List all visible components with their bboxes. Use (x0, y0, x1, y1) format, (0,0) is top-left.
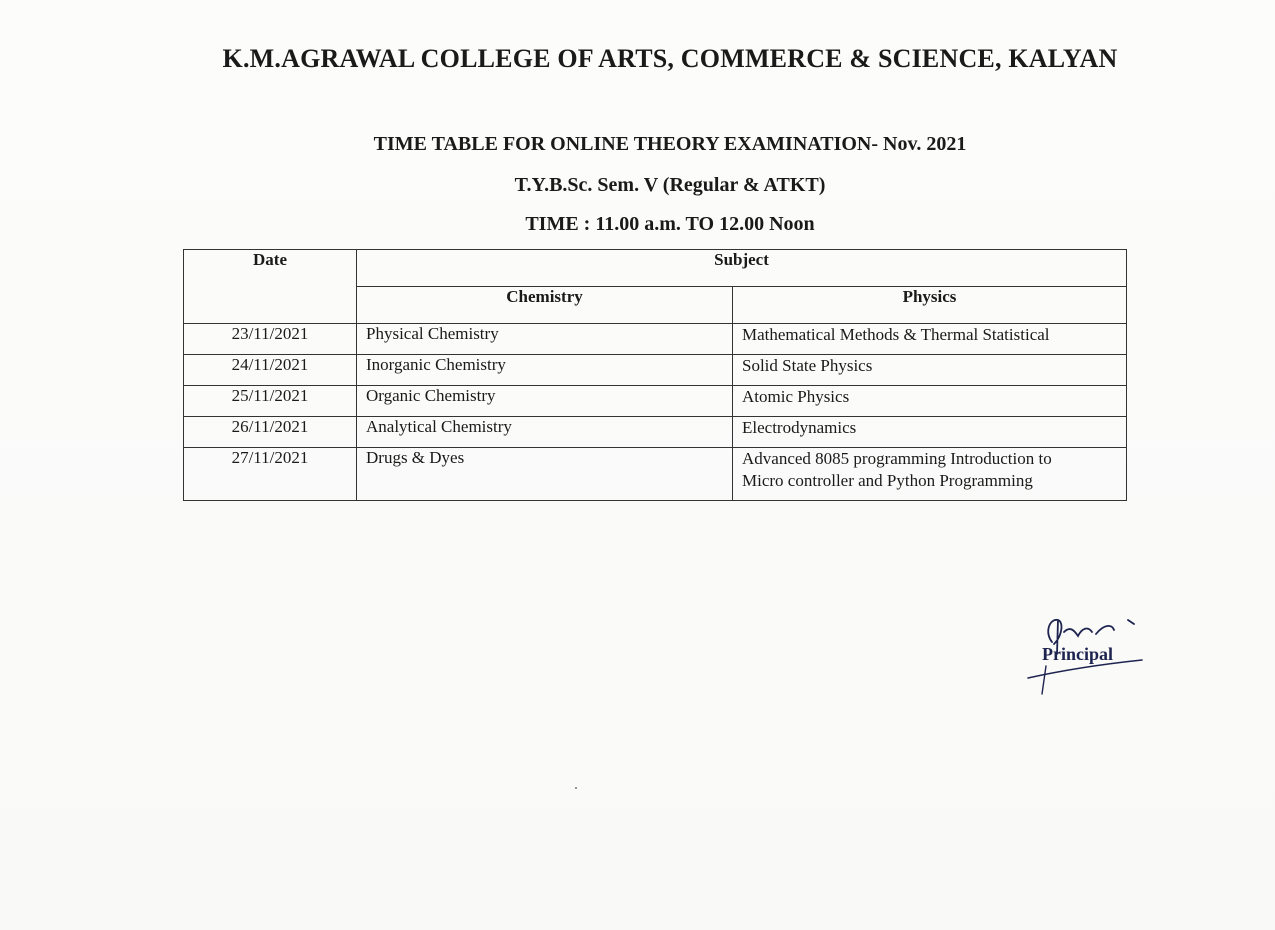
chemistry-cell: Inorganic Chemistry (357, 355, 733, 386)
exam-time: TIME : 11.00 a.m. TO 12.00 Noon (525, 213, 815, 235)
date-cell: 23/11/2021 (184, 324, 357, 355)
table-row (184, 386, 1127, 417)
table-row (184, 324, 1127, 355)
class-title: T.Y.B.Sc. Sem. V (Regular & ATKT) (514, 174, 826, 196)
date-cell: 26/11/2021 (184, 417, 357, 448)
physics-cell (733, 386, 1127, 417)
chemistry-cell: Drugs & Dyes (357, 448, 733, 501)
chemistry-header: Chemistry (357, 287, 733, 324)
scan-speck (575, 787, 577, 789)
date-cell: 27/11/2021 (184, 448, 357, 501)
physics-cell (733, 324, 1127, 355)
date-cell: 24/11/2021 (184, 355, 357, 386)
date-cell: 25/11/2021 (184, 386, 357, 417)
physics-line: Mathematical Methods & Thermal Statistical (742, 325, 1050, 344)
physics-line: Solid State Physics (742, 356, 873, 375)
chemistry-cell: Organic Chemistry (357, 386, 733, 417)
timetable (183, 249, 1127, 501)
physics-cell (733, 355, 1127, 386)
physics-cell (733, 448, 1127, 501)
physics-line: Micro controller and Python Programming (742, 471, 1033, 490)
subject-header: Subject (357, 250, 1127, 287)
physics-line: Advanced 8085 programming Introduction to (742, 449, 1052, 468)
header-row (184, 250, 1127, 287)
physics-line: Electrodynamics (742, 418, 857, 437)
exam-title: TIME TABLE FOR ONLINE THEORY EXAMINATION- Nov. 2021 (373, 133, 967, 155)
chemistry-cell: Analytical Chemistry (357, 417, 733, 448)
physics-cell (733, 417, 1127, 448)
college-title: K.M.AGRAWAL COLLEGE OF ARTS, COMMERCE & SCIENCE, KALYAN (222, 44, 1118, 73)
physics-header: Physics (733, 287, 1127, 324)
principal-label: Principal (1042, 644, 1113, 664)
physics-line: Atomic Physics (742, 387, 850, 406)
date-header: Date (184, 250, 357, 324)
table-row (184, 448, 1127, 501)
table-row (184, 355, 1127, 386)
table-row (184, 417, 1127, 448)
chemistry-cell: Physical Chemistry (357, 324, 733, 355)
